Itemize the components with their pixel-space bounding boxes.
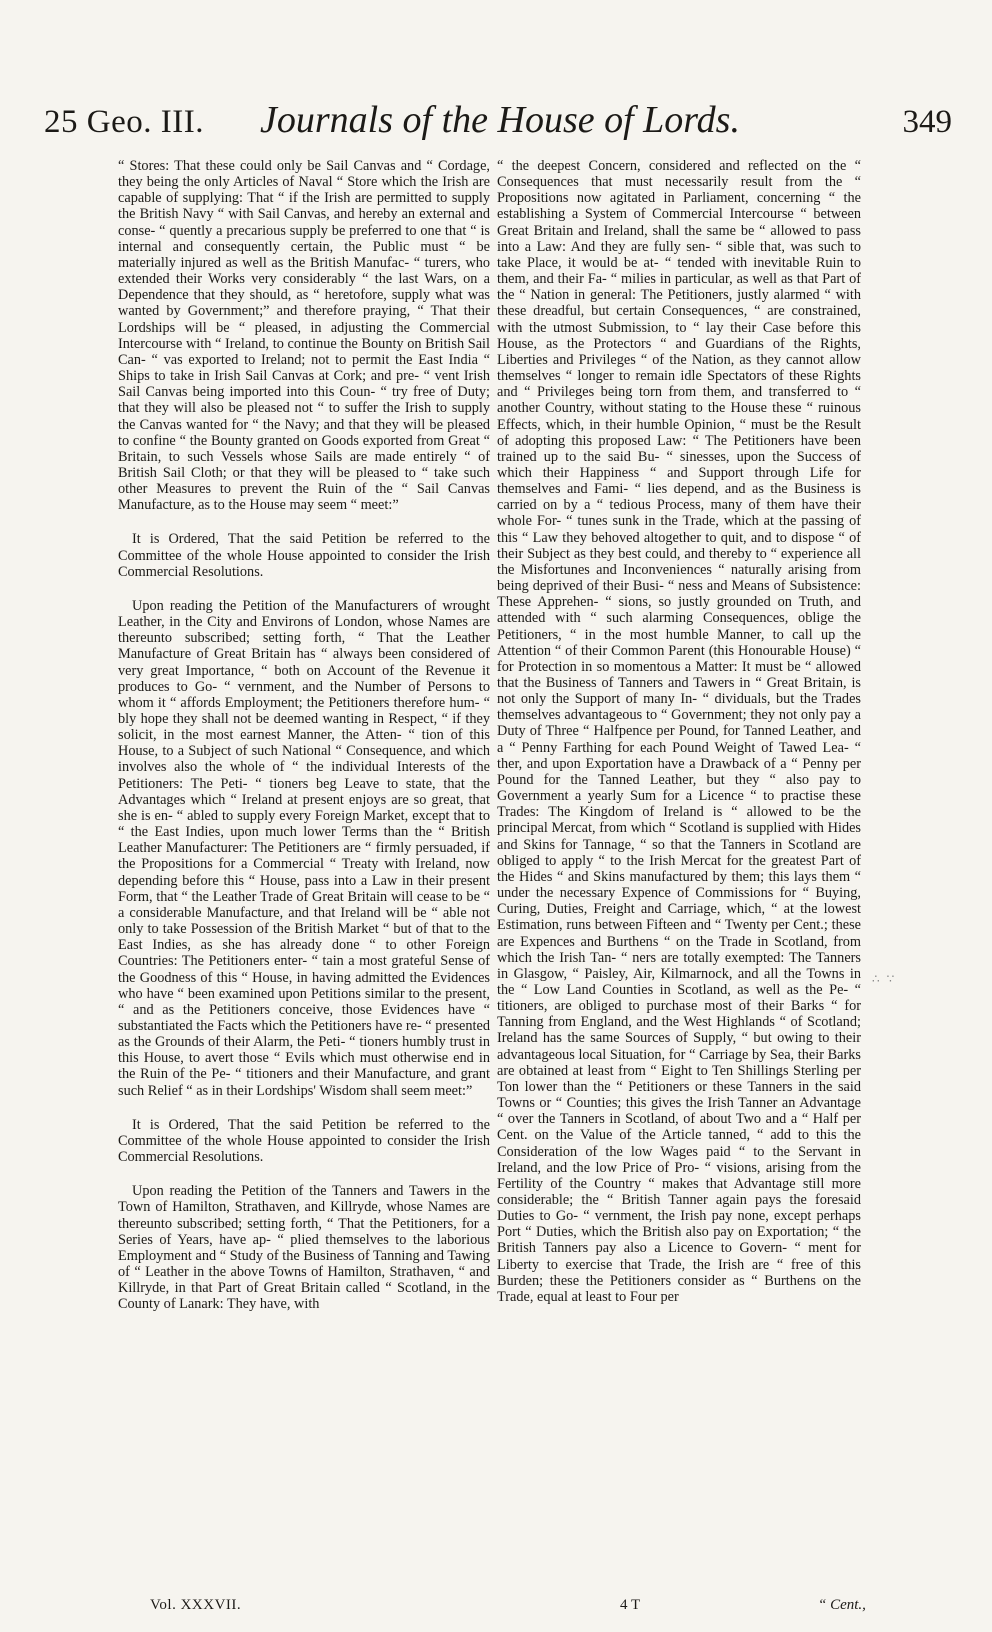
leather-manufacturers-petition: Upon reading the Petition of the Manufacturers of wrought Leather, in the City and Environs of London, whose Names are thereunto subscribed; setting forth, “ That the Leather Manufacture of Great Britain has “ always been considered of very great Importance, “ both on Account of the Revenue it produces to Go- “ vernment, and the Number of Persons to whom it “ affords Employment; the Petitioners therefore hum- “ bly hope they shall not be deemed wanting in Respect, “ if they solicit, in the most earnest Manner, the Atten- “ tion of this House, to a Subject of such National “ Consequence, and which involves also the whole of “ the individual Interests of the Petitioners: The Peti- “ tioners beg Leave to state, that the Advantages which “ Ireland at present enjoys are so great, that she is en- “ abled to supply every Foreign Market, except that to “ the East Indies, upon much lower Terms than the “ British Leather Manufacturer: The Petitioners are “ firmly persuaded, if the Propositions for a Commercial “ Treaty with Ireland, now depending before this “ House, pass into a Law in their present Form, that “ the Leather Trade of Great Britain will cease to be “ a considerable Manufacture, and that Ireland will be “ able not only to take Possession of the British Market “ but of that to the East Indies, as she has already done “ to other Foreign Countries: The Petitioners enter- “ tain a most grateful Sense of the Goodness of this “ House, in having admitted the Evidences who have “ been examined upon Petitions similar to the present, “ and as the Petitioners conceive, those Evidences have “ substantiated the Facts which the Petitioners have re- “ presented as the Grounds of their Alarm, the Peti- “ tioners humbly trust in this House, to avert those “ Evils which must otherwise end in the Ruin of the Pe- “ titioners and their Manufacture, and grant such Relief “ as in their Lordships' Wisdom shall seem meet:” — [118, 597, 490, 1099]
right-column — [497, 158, 861, 1305]
order-paragraph-1: It is Ordered, That the said Petition be referred to the Committee of the whole House appointed to consider the Irish Commercial Resolutions. — [118, 531, 490, 580]
running-head-regnal-year: 25 Geo. III. — [44, 104, 204, 140]
catchword: “ Cent., — [818, 1597, 866, 1613]
margin-mark: ∴ ∵ — [872, 972, 897, 986]
page-number: 349 — [902, 104, 952, 140]
volume-number: Vol. XXXVII. — [150, 1597, 242, 1613]
left-column — [118, 158, 490, 1312]
tanners-tawers-petition-continuation: “ the deepest Concern, considered and reflected on the “ Consequences that must necessarily result from the “ Propositions now agitated in Parliament, concerning “ the establishing a System of Commercial Intercourse “ between Great Britain and Ireland, shall the same be “ allowed to pass into a Law: And they are fully sen- “ sible that, was such to take Place, it would be at- “ tended with inevitable Ruin to them, and their Fa- “ milies in particular, as well as that Part of the “ Nation in general: The Petitioners, justly alarmed “ with these dreadful, but certain Consequences, “ are constrained, with the utmost Submission, to “ lay their Case before this House, as the Protectors “ and Guardians of the Rights, Liberties and Privileges “ of the Nation, as they cannot allow themselves “ longer to remain idle Spectators of these Rights and “ Privileges being torn from them, and transferred to “ another Country, without stating to the House these “ ruinous Effects, which, in their humble Opinion, “ must be the Result of adopting this proposed Law: “ The Petitioners have been trained up to the said Bu- “ sinesses, upon the Success of which their Happiness “ and Support through Life for themselves and Fami- “ lies depend, and as the Business is carried on by a “ tedious Process, many of them have their whole For- “ tunes sunk in the Trade, which at the passing of this “ Law they behoved altogether to quit, and to dispose “ of their Subject as they best could, and thereby to “ experience all the Misfortunes and Inconveniences “ naturally arising from being deprived of their Busi- “ ness and Means of Subsistence: These Apprehen- “ sions, so justly grounded on Truth, and attended with “ such alarming Consequences, oblige the Petitioners, “ in the most humble Manner, to call up the Attention “ of their Common Parent (this Honourable House) “ for Protection in so momentous a Matter: It must be “ allowed that the Business of Tanners and Tawers in “ Great Britain, is not only the Support of many In- “ dividuals, but the Trades themselves advantageous to “ Government; they not only pay a Duty of Three “ Halfpence per Pound, for Tanned Leather, and a “ Penny Farthing for each Pound Weight of Tawed Lea- “ ther, and upon Exportation have a Drawback of a “ Penny per Pound for the Tanned Leather, but they “ also pay to Government a yearly Sum for a Licence “ to practise these Trades: The Kingdom of Ireland is “ allowed to be the principal Mercat, from which “ Scotland is supplied with Hides and Skins for Tannage, “ so that the Tanners in Scotland are obliged to apply “ to the Irish Mercat for the greatest Part of the Hides “ and Skins manufactured by them; this lays them “ under the necessary Expence of Commissions for “ Buying, Curing, Duties, Freight and Carriage, which, “ at the lowest Estimation, runs between Fifteen and “ Twenty per Cent.; these are Expences and Burthens “ on the Trade in Scotland, from which the Irish Tan- “ ners are totally exempted: The Tanners in Glasgow, “ Paisley, Air, Kilmarnock, and all the Towns in the “ Low Land Counties in Scotland, as well as the Pe- “ titioners, are obliged to purchase most of their Barks “ for Tanning from England, and the West Highlands “ of Scotland; Ireland has the same Sources of Supply, “ but owing to their advantageous local Situation, for “ Carriage by Sea, their Barks are obtained at least from “ Eight to Ten Shillings Sterling per Ton lower than the “ Petitioners or these Tanners in the said Towns or “ Counties; this gives the Irish Tanner an Advantage “ over the Tanners in Scotland, of about Two and a “ Half per Cent. on the Value of the Article tanned, “ add to this the Consideration of the low Wages paid “ to the Servant in Ireland, and the low Price of Pro- “ visions, arising from the Fertility of the Country “ makes that Advantage still more considerable; the “ British Tanner again pays the foresaid Duties to Go- “ vernment, the Irish pay none, except perhaps Port “ Duties, which the British also pay on Exportation; “ the British Tanners pay also a Licence to Govern- “ ment for Liberty to exercise that Trade, the Irish are “ free of this Burden; these the Petitioners consider as “ Burthens on the Trade, equal at least to Four per — [497, 158, 861, 1305]
signature-mark: 4 T — [620, 1597, 641, 1613]
running-head-title: Journals of the House of Lords. — [260, 99, 740, 141]
order-paragraph-2: It is Ordered, That the said Petition be referred to the Committee of the whole House appointed to consider the Irish Commercial Resolutions. — [118, 1116, 490, 1166]
tanners-tawers-petition-start: Upon reading the Petition of the Tanners and Tawers in the Town of Hamilton, Strathaven, and Killryde, whose Names are thereunto subscribed; setting forth, “ That the Petitioners, for a Series of Years, have ap- “ plied themselves to the laborious Employment and “ Study of the Business of Tanning and Tawing of “ Leather in the above Towns of Hamilton, Strathaven, “ and Killryde, in that Part of Great Britain called “ Scotland, in the County of Lanark: They have, with — [118, 1183, 490, 1313]
sail-canvas-petition-continuation: “ Stores: That these could only be Sail Canvas and “ Cordage, they being the only Articles of Naval “ Store which the Irish are capable of supplying: That “ if the Irish are permitted to supply the British Navy “ with Sail Canvas, and hereby an external and conse- “ quently a precarious supply be preferred to one that “ is internal and consequently certain, the Public must “ be materially injured as well as the British Manufac- “ turers, who extended their Works very considerably “ the last Wars, on a Dependence that they should, as “ heretofore, supply what was wanted by Government;” and therefore praying, “ That their Lordships will be “ pleased, in adjusting the Commercial Intercourse with “ Ireland, to continue the Bounty on British Sail Can- “ vas exported to Ireland; not to permit the East India “ Ships to take in Irish Sail Canvas at Cork; and pre- “ vent Irish Sail Canvas being imported into this Coun- “ try free of Duty; that they will also be pleased not “ to suffer the Irish to supply the Canvas wanted for “ the Navy; and that they will be pleased to confine “ the Bounty granted on Goods exported from Great “ Britain, to such Vessels whose Sails are made entirely “ of British Sail Cloth; or that they will be pleased to “ take such other Measures to prevent the Ruin of the “ Sail Canvas Manufacture, as to the House may seem “ meet:” — [118, 158, 490, 514]
